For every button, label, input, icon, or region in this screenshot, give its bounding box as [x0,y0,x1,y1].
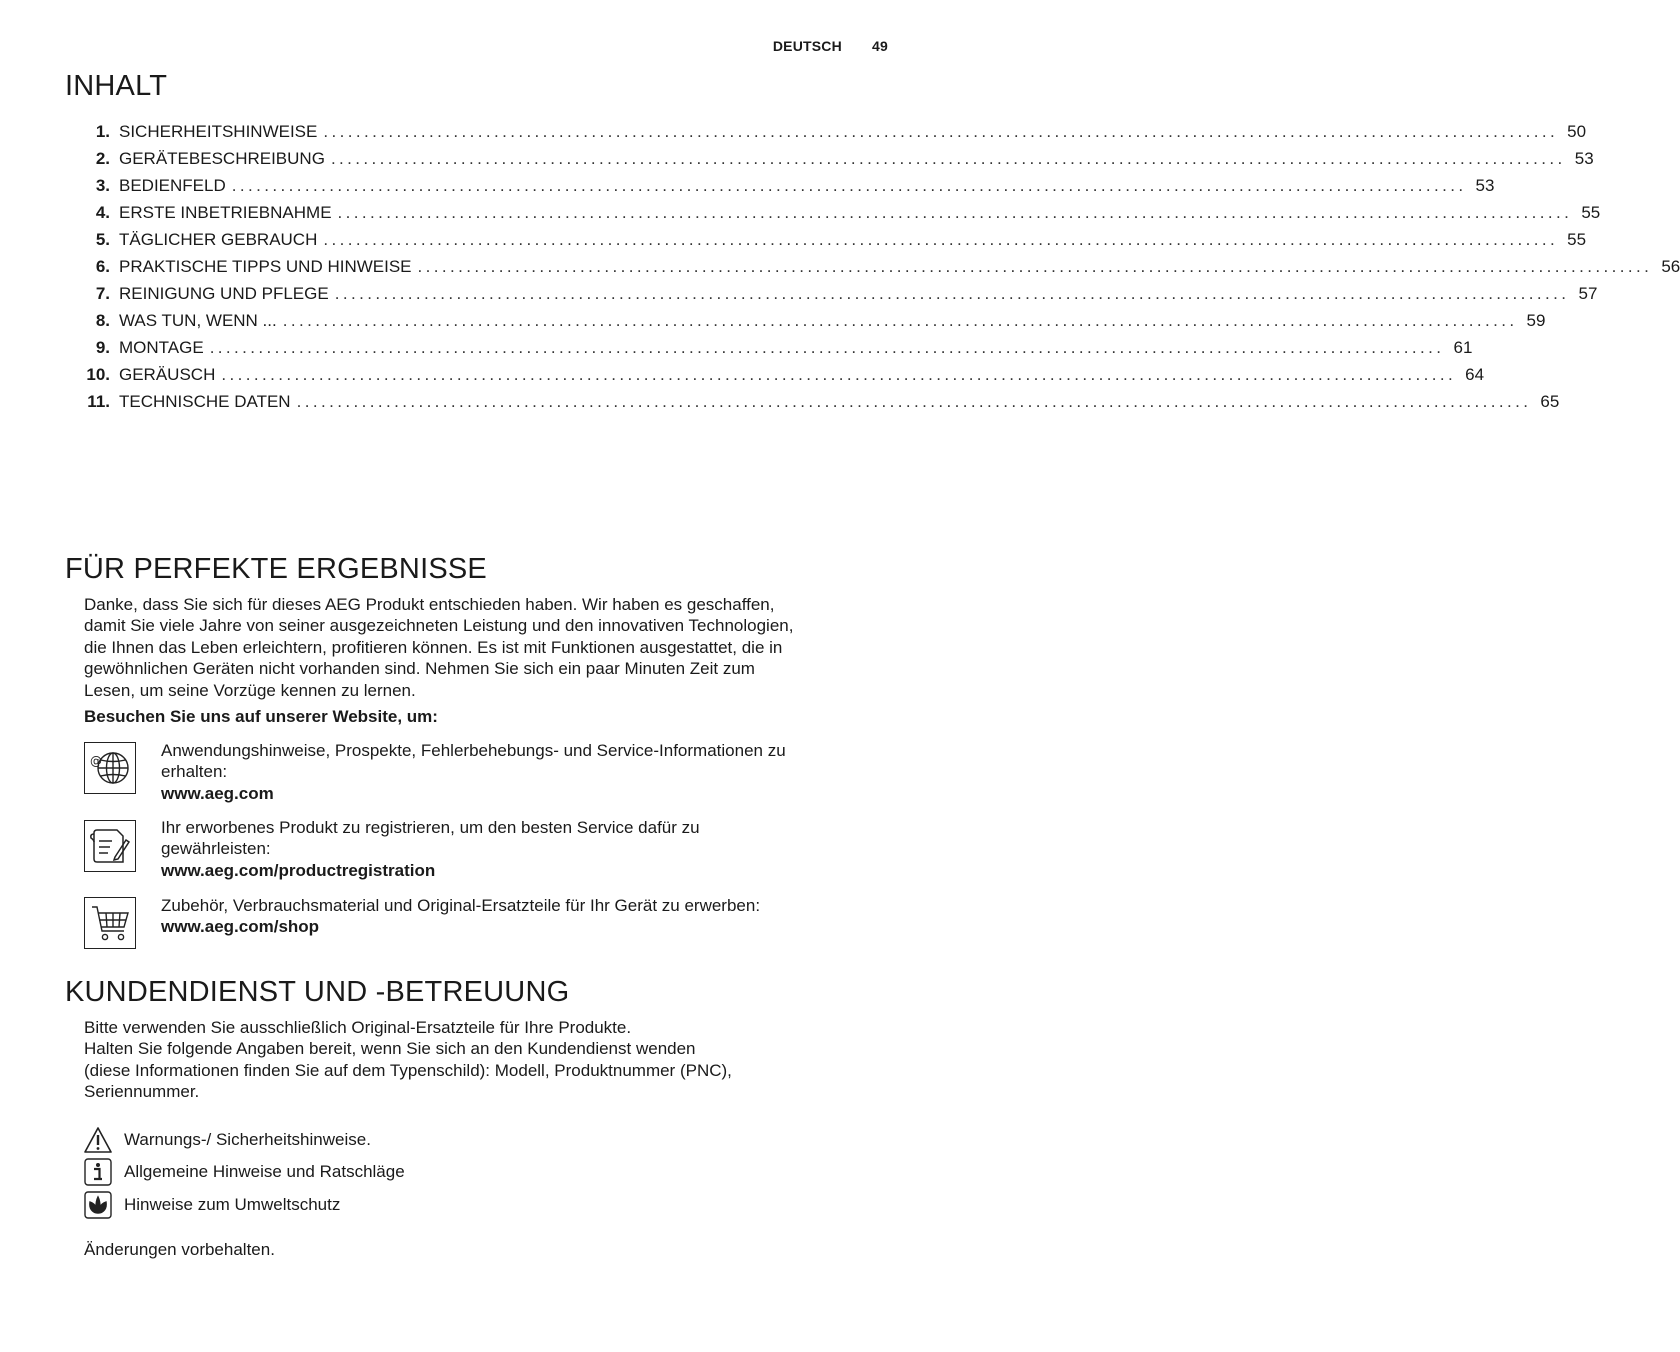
toc-entry-number: 11. [87,392,110,411]
svg-text:@: @ [90,754,102,768]
info-line: Anwendungshinweise, Prospekte, Fehlerbehebungs- und Service-Informationen zu [161,741,786,760]
toc-entry-number: 9. [95,338,110,357]
info-item-text [161,895,901,938]
service-paragraph [84,1017,904,1103]
toc-entry-number: 2. [95,149,110,168]
toc-entry-number: 7. [95,284,110,303]
toc-entry-number: 4. [95,203,110,222]
toc-leader-dots: ........................................................................................................................................................ [209,338,1445,357]
toc-entry-title: MONTAGE [119,338,204,357]
legend-text: Warnungs-/ Sicherheitshinweise. [124,1130,371,1149]
legend-text: Hinweise zum Umweltschutz [124,1195,341,1214]
info-icon [84,1158,112,1186]
toc-leader-dots: ........................................................................................................................................................ [282,311,1518,330]
legend-text: Allgemeine Hinweise und Ratschläge [124,1162,405,1181]
shopping-cart-icon [84,897,136,949]
toc-leader-dots: ........................................................................................................................................................ [334,284,1570,303]
header-language: DEUTSCH [772,38,842,54]
globe-at-icon [84,742,136,794]
legend-warning [84,1126,371,1154]
registration-pen-icon [84,820,136,872]
toc-entry[interactable] [78,257,1680,284]
website-link[interactable]: www.aeg.com [161,783,274,803]
intro-line: gewöhnlichen Geräten nicht vorhanden sind. Nehmen Sie sich ein paar Minuten Zeit zum [84,659,755,679]
toc-entry[interactable] [78,230,1587,257]
service-line: Bitte verwenden Sie ausschließlich Original-Ersatzteile für Ihre Produkte. [84,1018,632,1037]
toc-entry-page: 65 [1540,392,1560,411]
toc-entry[interactable] [78,338,1473,365]
visit-label: Besuchen Sie uns auf unserer Website, um: [84,707,438,726]
toc-leader-dots: ........................................................................................................................................................ [231,176,1467,195]
toc-entry[interactable] [78,392,1560,419]
results-title: FÜR PERFEKTE ERGEBNISSE [65,553,487,585]
footer-note: Änderungen vorbehalten. [84,1240,275,1259]
page-header [773,38,888,54]
toc-entry-title: TÄGLICHER GEBRAUCH [119,230,318,249]
toc-entry-number: 1. [95,122,110,141]
toc-entry-number: 6. [95,257,110,276]
toc-entry-number: 10. [86,365,110,384]
toc-entry-page: 56 [1661,257,1680,276]
toc-entry-number: 8. [95,311,110,330]
header-page-number: 49 [872,38,888,54]
toc-entry[interactable] [78,122,1587,149]
toc-leader-dots: ........................................................................................................................................................ [337,203,1573,222]
toc-entry-title: ERSTE INBETRIEBNAHME [119,203,332,222]
intro-line: Lesen, um seine Vorzüge kennen zu lernen. [84,680,416,700]
info-line: Zubehör, Verbrauchsmaterial und Original-Ersatzteile für Ihr Gerät zu erwerben: [161,896,761,915]
toc-entry-title: GERÄTEBESCHREIBUNG [119,149,325,168]
toc-entry-title: WAS TUN, WENN ... [119,311,277,330]
intro-paragraph [84,594,904,701]
table-of-contents [78,122,1680,419]
toc-entry[interactable] [78,284,1598,311]
toc-entry-page: 57 [1578,284,1598,303]
toc-leader-dots: ........................................................................................................................................................ [330,149,1566,168]
legend-environment [84,1191,340,1219]
toc-entry-number: 3. [95,176,110,195]
toc-entry-title: PRAKTISCHE TIPPS UND HINWEISE [119,257,412,276]
toc-leader-dots: ........................................................................................................................................................ [221,365,1457,384]
toc-entry-title: REINIGUNG UND PFLEGE [119,284,329,303]
toc-entry[interactable] [78,365,1485,392]
toc-entry-page: 50 [1567,122,1587,141]
toc-leader-dots: ........................................................................................................................................................ [417,257,1653,276]
toc-entry-title: TECHNISCHE DATEN [119,392,291,411]
toc-entry[interactable] [78,176,1495,203]
registration-link[interactable]: www.aeg.com/productregistration [161,860,436,880]
toc-leader-dots: ........................................................................................................................................................ [323,122,1559,141]
toc-entry-page: 53 [1475,176,1495,195]
toc-entry-title: BEDIENFELD [119,176,226,195]
toc-title: INHALT [65,70,168,102]
toc-entry[interactable] [78,203,1601,230]
environment-leaf-icon [84,1191,112,1219]
info-item-text [161,817,901,881]
warning-triangle-icon [84,1126,112,1154]
toc-entry[interactable] [78,149,1594,176]
toc-entry-page: 53 [1574,149,1594,168]
intro-line: damit Sie viele Jahre von seiner ausgezeichneten Leistung und den innovativen Technologien, [84,616,794,636]
legend-info [84,1158,405,1186]
toc-entry-number: 5. [95,230,110,249]
toc-leader-dots: ........................................................................................................................................................ [296,392,1532,411]
toc-entry[interactable] [78,311,1546,338]
toc-entry-page: 61 [1453,338,1473,357]
service-line: Halten Sie folgende Angaben bereit, wenn Sie sich an den Kundendienst wenden [84,1039,696,1059]
info-item-text [161,740,901,804]
toc-entry-page: 59 [1526,311,1546,330]
toc-entry-page: 55 [1567,230,1587,249]
toc-entry-title: SICHERHEITSHINWEISE [119,122,318,141]
intro-line: die Ihnen das Leben erleichtern, profitieren können. Es ist mit Funktionen ausgestattet, die in [84,637,783,657]
shop-link[interactable]: www.aeg.com/shop [161,917,320,937]
info-line: Ihr erworbenes Produkt zu registrieren, um den besten Service dafür zu [161,818,700,837]
intro-line: Danke, dass Sie sich für dieses AEG Produkt entschieden haben. Wir haben es geschaffen, [84,595,775,614]
toc-entry-page: 55 [1581,203,1601,222]
info-line: erhalten: [161,762,228,782]
info-line: gewährleisten: [161,839,271,859]
service-line: Seriennummer. [84,1082,200,1102]
toc-entry-title: GERÄUSCH [119,365,216,384]
service-line: (diese Informationen finden Sie auf dem Typenschild): Modell, Produktnummer (PNC), [84,1060,732,1080]
toc-leader-dots: ........................................................................................................................................................ [323,230,1559,249]
service-title: KUNDENDIENST UND -BETREUUNG [65,976,570,1008]
toc-entry-page: 64 [1465,365,1485,384]
